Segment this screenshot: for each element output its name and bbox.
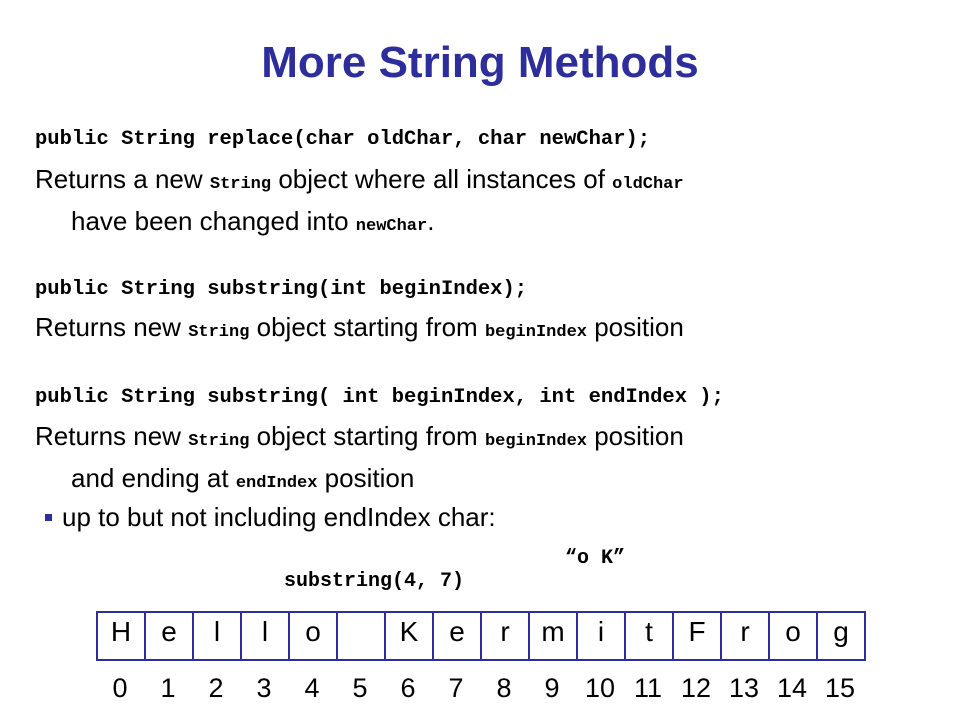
code-string: String [209, 175, 272, 194]
substring1-description [35, 309, 684, 351]
char-index: 4 [304, 673, 320, 703]
char-index: 8 [496, 673, 512, 703]
example-result: “o K” [565, 547, 626, 570]
desc-text: Returns new [35, 421, 189, 451]
char-box: g [816, 611, 866, 661]
desc-text: position [586, 421, 684, 451]
replace-description [35, 161, 684, 245]
char-index: 9 [544, 673, 560, 703]
code-string: String [188, 323, 250, 342]
char-index: 15 [824, 673, 856, 703]
char-box: m [528, 611, 578, 661]
example-call: substring(4, 7) [284, 570, 465, 593]
desc-text: position [586, 312, 684, 342]
char-box: i [576, 611, 626, 661]
index-row [96, 673, 864, 704]
desc-text: have been changed into [71, 206, 356, 236]
char-index: 13 [728, 673, 760, 703]
char-box: H [96, 611, 146, 661]
char-box: l [240, 611, 290, 661]
char-index: 6 [400, 673, 416, 703]
desc-continuation [35, 460, 684, 502]
slide-title: More String Methods [261, 38, 699, 87]
char-box: o [288, 611, 338, 661]
char-box: r [720, 611, 770, 661]
desc-text: Returns new [35, 312, 189, 342]
char-boxes [96, 611, 866, 661]
char-box: r [480, 611, 530, 661]
desc-continuation [35, 203, 684, 245]
char-index: 7 [448, 673, 464, 703]
replace-signature: public String replace(char oldChar, char newChar); [35, 128, 651, 151]
desc-text: object starting from [249, 312, 485, 342]
char-index: 11 [633, 673, 663, 703]
code-oldchar: oldChar [612, 175, 684, 194]
char-box: l [192, 611, 242, 661]
substring1-signature: public String substring(int beginIndex); [35, 278, 528, 301]
char-index: 3 [256, 673, 272, 703]
char-box: e [144, 611, 194, 661]
substring2-description [35, 418, 684, 502]
char-box: K [384, 611, 434, 661]
bullet-item [45, 502, 496, 533]
desc-text: and ending at [71, 463, 236, 493]
code-endindex: endIndex [235, 474, 318, 493]
char-index: 5 [352, 673, 368, 703]
desc-text: Returns a new [35, 164, 210, 194]
char-index: 2 [208, 673, 224, 703]
char-index: 0 [112, 673, 128, 703]
desc-text: position [317, 463, 415, 493]
code-beginindex: beginIndex [484, 323, 587, 342]
code-newchar: newChar [355, 217, 428, 236]
desc-text: . [427, 206, 435, 236]
char-box: e [432, 611, 482, 661]
char-box: t [624, 611, 674, 661]
bullet-square-icon [45, 514, 52, 521]
char-box [336, 611, 386, 661]
char-index: 14 [776, 673, 808, 703]
desc-text: object where all instances of [271, 164, 613, 194]
code-beginindex: beginIndex [484, 432, 587, 451]
substring-example [260, 547, 626, 616]
char-index: 1 [160, 673, 176, 703]
char-index: 10 [584, 673, 616, 703]
bullet-text: up to but not including endIndex char: [62, 502, 496, 532]
char-box: F [672, 611, 722, 661]
code-string: String [188, 432, 250, 451]
char-box: o [768, 611, 818, 661]
desc-text: object starting from [249, 421, 485, 451]
char-index: 12 [680, 673, 712, 703]
substring2-signature: public String substring( int beginIndex, int endIndex ); [35, 386, 724, 409]
